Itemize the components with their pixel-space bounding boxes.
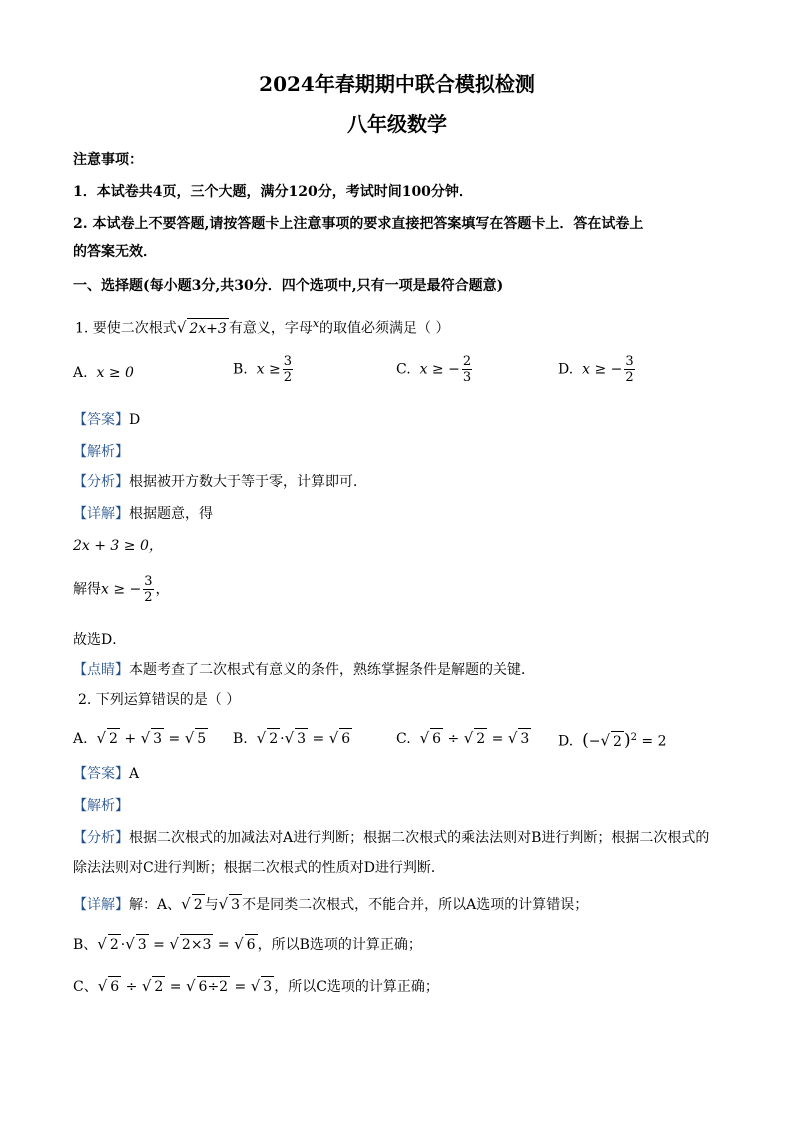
q1-option-b xyxy=(233,354,295,385)
q2-fenxi-tag: 【分析】 xyxy=(73,830,129,846)
q1-step-2-post: ， xyxy=(155,581,170,598)
q1-option-d-num: 3 xyxy=(625,354,634,369)
q1-xiangjie-tag: 【详解】 xyxy=(73,506,129,522)
q2-option-c-label: C. xyxy=(396,731,411,747)
q1-option-d-den: 2 xyxy=(625,370,634,385)
q1-jiexi: 【解析】 xyxy=(73,444,129,460)
q2-xiangjie-mid: 与 xyxy=(204,897,219,913)
q1-option-c-label: C. xyxy=(396,361,411,378)
q1-option-d-label: D. xyxy=(558,361,574,378)
notes-item-2b: 的答案无效． xyxy=(73,244,157,260)
q2-option-d-label: D. xyxy=(558,733,574,750)
q1-fenxi xyxy=(73,472,367,492)
notes-heading: 注意事项： xyxy=(73,152,143,168)
q2-answer xyxy=(73,764,139,784)
notes-item-1: 1．本试卷共4页，三个大题，满分120分，考试时间100分钟． xyxy=(73,184,473,200)
q2-line-b: B、√ 2 ·√ 3 = √ 2×3 = √ 6 ，所以B选项的计算正确； xyxy=(73,935,422,953)
q1-option-a-expr: x ≥ 0 xyxy=(96,365,134,381)
q1-fenxi-text: 根据被开方数大于等于零，计算即可． xyxy=(129,474,367,490)
q1-option-a xyxy=(73,363,134,383)
q2-xiangjie: 【详解】解：A、√ 2 与√ 3 不是同类二次根式，不能合并，所以A选项的计算错误； xyxy=(73,895,589,913)
q1-step-2-expr: x ≥ − xyxy=(101,581,142,598)
exam-title: 2024年春期期中联合模拟检测 xyxy=(259,72,535,96)
q1-option-c-num: 2 xyxy=(462,354,472,369)
q1-dianjing-text: 本题考查了二次根式有意义的条件，熟练掌握条件是解题的关键． xyxy=(129,662,535,678)
q1-choose: 故选D． xyxy=(73,632,127,648)
q2-xiangjie-tag: 【详解】 xyxy=(73,897,129,913)
q1-option-b-den: 2 xyxy=(283,370,293,385)
q2-option-d: D. (−√ 2 )$^2$ = 2 xyxy=(558,730,667,751)
q2-line-b-pre: B、 xyxy=(73,937,98,953)
q1-option-b-pre: x ≥ xyxy=(256,361,281,378)
q2-fenxi-text-a: 根据二次根式的加减法对A进行判断；根据二次根式的乘法法则对B进行判断；根据二次根式的 xyxy=(129,830,710,846)
q2-line-c: C、√ 6 ÷ √ 2 = √ 6÷2 = √ 3 ，所以C选项的计算正确； xyxy=(73,977,439,995)
q1-xiangjie-text: 根据题意，得 xyxy=(129,506,213,522)
q2-option-a-label: A. xyxy=(73,731,88,747)
q2-line-c-pre: C、 xyxy=(73,979,98,995)
q1-stem-radicand: 2x+3 xyxy=(187,318,228,339)
section-heading: 一、选择题(每小题3分,共30分．四个选项中,只有一项是最符合题意) xyxy=(73,278,504,294)
notes-item-2a: 2. 本试卷上不要答题,请按答题卡上注意事项的要求直接把答案填写在答题卡上．答在试卷上 xyxy=(73,216,644,232)
q1-stem-a: 1. 要使二次根式 xyxy=(75,320,177,337)
q1-step-2 xyxy=(73,574,170,605)
q2-answer-value: A xyxy=(129,766,140,782)
q2-fenxi-a xyxy=(73,828,709,848)
q1-dianjing xyxy=(73,660,535,680)
q2-option-b: B. √ 2 ·√ 3 = √ 6 xyxy=(233,729,351,747)
q1-step-2-den: 2 xyxy=(144,590,153,605)
q1-fenxi-tag: 【分析】 xyxy=(73,474,129,490)
exam-subtitle: 八年级数学 xyxy=(347,112,447,136)
q2-xiangjie-post: 不是同类二次根式，不能合并，所以A选项的计算错误； xyxy=(242,897,589,913)
q1-option-c-pre: x ≥ − xyxy=(419,361,460,378)
q1-option-d xyxy=(558,354,637,385)
q1-stem: 1. 要使二次根式√ 2x+3 有意义，字母$^x$的取值必须满足（ ） xyxy=(75,317,450,337)
q1-option-d-pre: x ≥ − xyxy=(582,361,623,378)
q1-stem-b: 有意义，字母 xyxy=(228,320,313,337)
q1-option-b-num: 3 xyxy=(283,354,293,369)
q1-option-a-label: A. xyxy=(73,365,88,381)
q2-stem: 2. 下列运算错误的是（ ） xyxy=(78,692,241,708)
q1-step-2-num: 3 xyxy=(144,574,153,589)
q2-line-b-post: ，所以B选项的计算正确； xyxy=(257,937,422,953)
q1-dianjing-tag: 【点睛】 xyxy=(73,662,129,678)
q1-stem-var: x xyxy=(312,317,320,330)
q1-stem-c: 的取值必须满足（ ） xyxy=(319,320,450,337)
q2-fenxi-b: 除法法则对C进行判断；根据二次根式的性质对D进行判断． xyxy=(73,860,445,876)
q1-step-1: 2x + 3 ≥ 0， xyxy=(73,538,163,554)
q2-answer-tag: 【答案】 xyxy=(73,766,129,782)
q2-line-c-post: ，所以C选项的计算正确； xyxy=(274,979,439,995)
q1-answer xyxy=(73,410,140,430)
q1-option-b-label: B. xyxy=(233,361,248,378)
q1-answer-tag: 【答案】 xyxy=(73,412,129,428)
q1-xiangjie xyxy=(73,504,213,524)
q1-option-c-den: 3 xyxy=(462,370,472,385)
q2-jiexi: 【解析】 xyxy=(73,798,129,814)
q2-option-a: A. √ 2 + √ 3 = √ 5 xyxy=(73,729,207,747)
q1-step-2-pre: 解得 xyxy=(73,581,101,598)
q1-answer-value: D xyxy=(129,412,141,428)
q2-xiangjie-pre: 解：A、 xyxy=(129,897,182,913)
q2-option-c: C. √ 6 ÷ √ 2 = √ 3 xyxy=(396,729,530,747)
q2-option-b-label: B. xyxy=(233,731,248,747)
q1-option-c xyxy=(396,354,474,385)
